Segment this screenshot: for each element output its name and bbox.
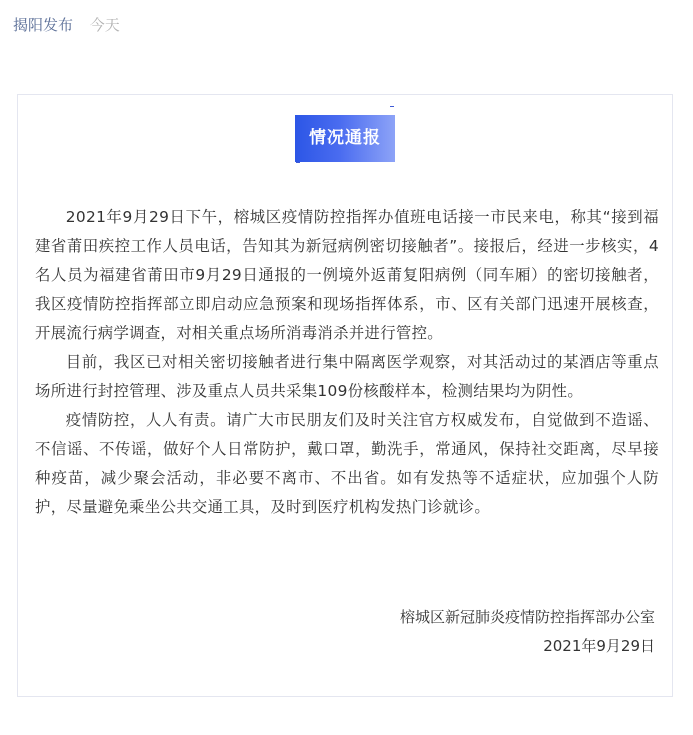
publish-time: 今天: [89, 16, 120, 34]
notice-body: [35, 203, 659, 522]
account-name-link[interactable]: 揭阳发布: [13, 16, 74, 34]
issue-date: 2021年9月29日: [543, 637, 655, 655]
signature-block: [400, 603, 655, 661]
paragraph-advice: 疫情防控，人人有责。请广大市民朋友们及时关注官方权威发布，自觉做到不造谣、不信谣、不传谣，做好个人日常防护，戴口罩，勤洗手，常通风，保持社交距离，尽早接种疫苗，减少聚会活动，非必要不离市、不出省。如有发热等不适症状，应加强个人防护，尽量避免乘坐公共交通工具，及时到医疗机构发热门诊就诊。: [35, 411, 659, 516]
article-meta: [13, 14, 120, 36]
paragraph-incident: 2021年9月29日下午，榕城区疫情防控指挥办值班电话接一市民来电，称其“接到福建省莆田疾控工作人员电话，告知其为新冠病例密切接触者”。接报后，经进一步核实，4名人员为福建省莆田市9月29日通报的一例境外返莆复阳病例（同车厢）的密切接触者，我区疫情防控指挥部立即启动应急预案和现场指挥体系，市、区有关部门迅速开展核查，开展流行病学调查，对相关重点场所消毒消杀并进行管控。: [35, 208, 659, 342]
title-decoration-top: [390, 106, 394, 107]
title-banner: [295, 106, 395, 163]
issuing-office: 榕城区新冠肺炎疫情防控指挥部办公室: [399, 608, 655, 626]
paragraph-measures: 目前，我区已对相关密切接触者进行集中隔离医学观察，对其活动过的某酒店等重点场所进行封控管理、涉及重点人员共采集109份核酸样本，检测结果均为阴性。: [35, 353, 659, 400]
notice-title: 情况通报: [295, 115, 395, 162]
title-decoration-bottom: [296, 162, 300, 163]
notice-card: [17, 94, 673, 697]
